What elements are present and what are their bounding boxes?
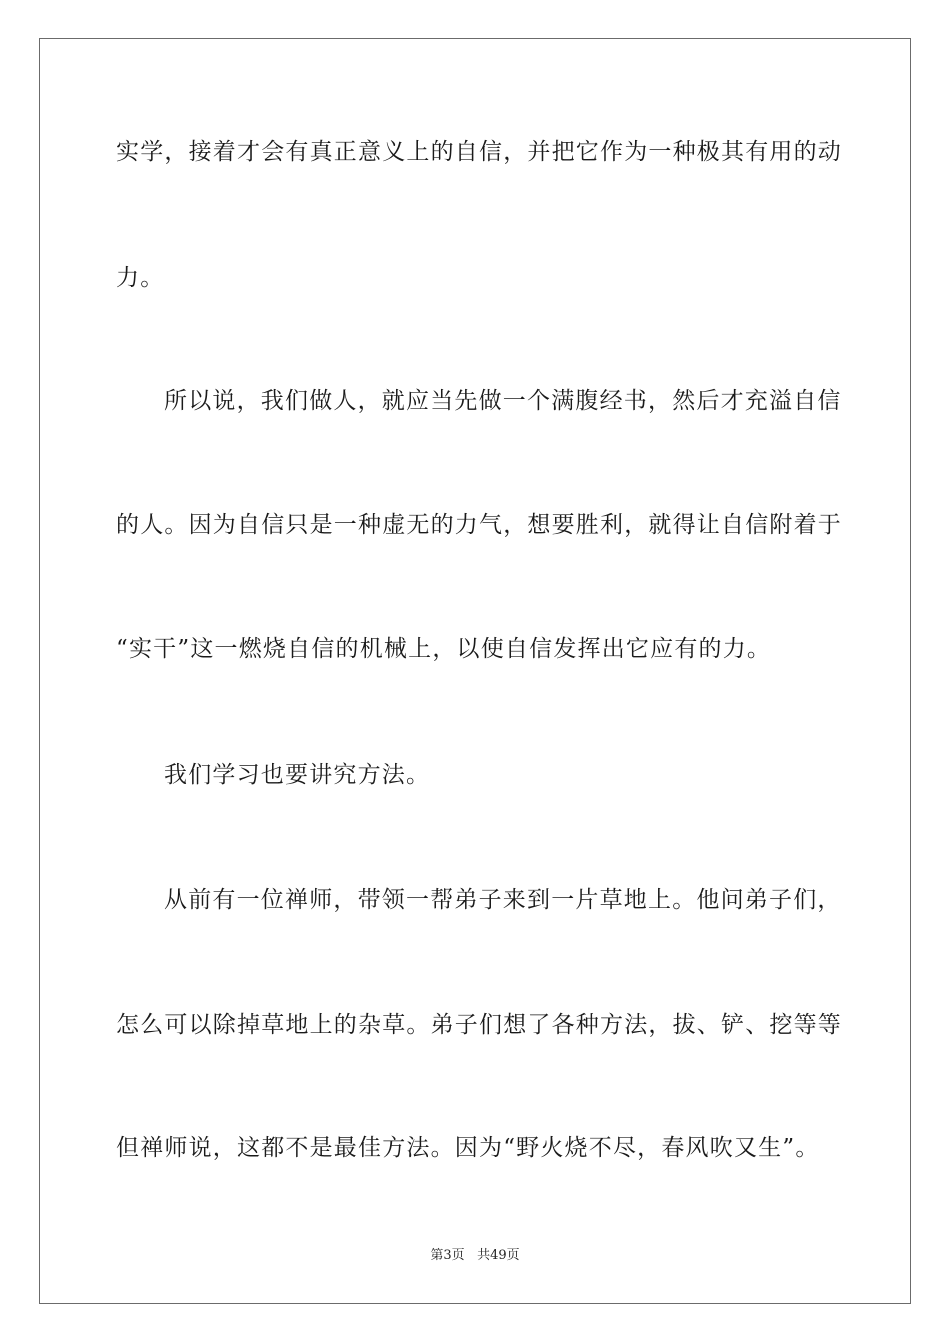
paragraph-start-line: 所以说，我们做人，就应当先做一个满腹经书，然后才充溢自信 [164,388,842,414]
page-footer [0,1247,950,1265]
page-total: 共49页 [477,1248,520,1263]
text-line: 的人。因为自信只是一种虚无的力气，想要胜利，就得让自信附着于 [116,512,842,538]
text-line: “实干”这一燃烧自信的机械上，以使自信发挥出它应有的力。 [116,636,772,662]
paragraph-start-line: 我们学习也要讲究方法。 [164,762,431,788]
text-line: 但禅师说，这都不是最佳方法。因为“野火烧不尽，春风吹又生”。 [116,1135,820,1161]
text-line: 实学，接着才会有真正意义上的自信，并把它作为一种极其有用的动 [116,139,842,165]
text-line: 怎么可以除掉草地上的杂草。弟子们想了各种方法，拔、铲、挖等等 [116,1012,842,1038]
page-number: 第3页 [430,1248,465,1263]
text-line: 力。 [116,265,165,291]
paragraph-start-line: 从前有一位禅师，带领一帮弟子来到一片草地上。他问弟子们， [164,887,842,913]
page-border [39,38,911,1304]
